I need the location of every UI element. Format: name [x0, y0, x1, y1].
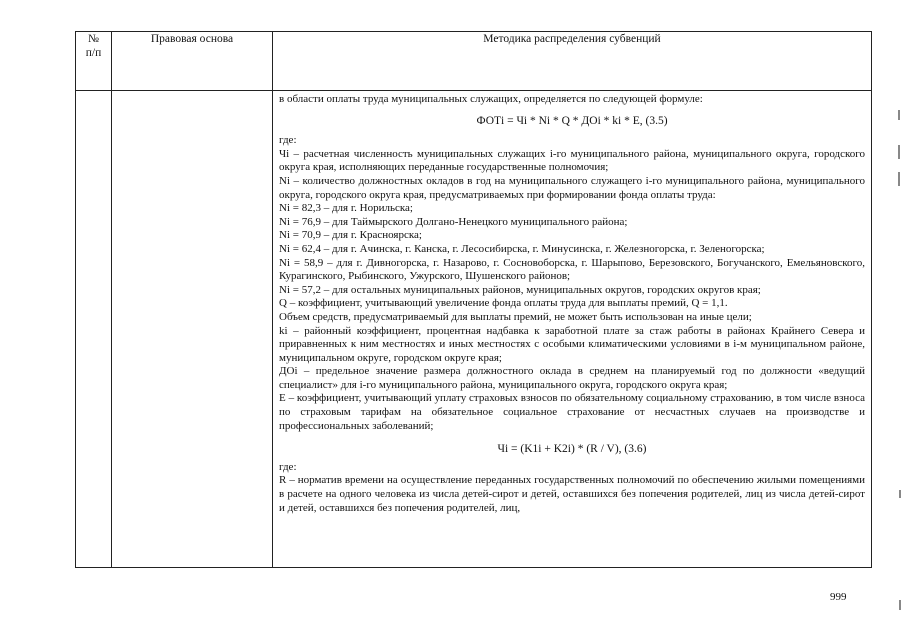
header-number: № п/п — [76, 32, 112, 91]
header-methodology: Методика распределения субвенций — [273, 32, 872, 91]
scan-mark — [899, 600, 901, 610]
subsidy-table — [75, 31, 872, 568]
text-line: Ni = 58,9 – для г. Дивногорска, г. Назарово, г. Сосновоборска, г. Шарыпово, Березовского, Богучанского, Емельяновского, Курагинского, Рыбинского, Ужурского, Шушенского районов; — [279, 256, 865, 283]
text-line: Ni = 62,4 – для г. Ачинска, г. Канска, г. Лесосибирска, г. Минусинска, г. Железногорска, г. Зеленогорска; — [279, 242, 765, 255]
text-line: где: — [279, 134, 297, 147]
cell-methodology — [273, 91, 872, 568]
text-line: R – норматив времени на осуществление переданных государственных полномочий по обеспечению жилыми помещениями в расчете на одного человека из числа детей-сирот и детей, оставшихся без попечения родителей, лиц из числа детей-сирот и детей, оставшихся без попечения родителей, лиц, — [279, 474, 865, 514]
header-legal-basis: Правовая основа — [112, 32, 273, 91]
cell-number — [76, 91, 112, 568]
text-line: Q – коэффициент, учитывающий увеличение фонда оплаты труда для выплаты премий, Q = 1,1. — [279, 297, 728, 310]
text-line: ДОi – предельное значение размера должностного оклада в среднем на планируемый год по должности «ведущий специалист» для i-го муниципального района, муниципального округа, городского округа края; — [279, 365, 865, 391]
text-line: Ni – количество должностных окладов в год на муниципального служащего i-го муниципального района, муниципального округа, городского округа края, предусматриваемых при формировании фонда оплаты труда: — [279, 174, 865, 201]
cell-legal-basis — [112, 91, 273, 568]
text-line: где: — [279, 460, 297, 473]
formula-3-6: Чi = (K1i + K2i) * (R / V), (3.6) — [497, 443, 647, 456]
text-line: в области оплаты труда муниципальных служащих, определяется по следующей формуле: — [279, 93, 703, 105]
text-line: Ni = 82,3 – для г. Норильска; — [279, 202, 413, 215]
text-line: Объем средств, предусматриваемый для выплаты премий, не может быть использован на иные цели; — [279, 310, 752, 323]
text-line: ki – районный коэффициент, процентная надбавка к заработной плате за стаж работы в районах Крайнего Севера и приравненных к ним местностях и иных местностях с особыми климатическими условиями в i-м муниципальном районе, муниципальном округе, городском округе края; — [279, 324, 865, 364]
scan-mark — [898, 145, 900, 159]
scan-mark — [899, 490, 901, 498]
text-line: Чi – расчетная численность муниципальных служащих i-го муниципального района, муниципального округа, городского округа края, исполняющих переданные государственные полномочия; — [279, 147, 865, 174]
text-line: Е – коэффициент, учитывающий уплату страховых взносов по обязательному социальному страхованию, в том числе взноса по страховым тарифам на обязательное социальное страхование от несчастных случаев на производстве и профессиональных заболеваний; — [279, 392, 865, 432]
scan-mark — [898, 110, 900, 120]
text-line: Ni = 70,9 – для г. Красноярска; — [279, 229, 422, 242]
text-line: Ni = 57,2 – для остальных муниципальных районов, муниципальных округов, городских округов края; — [279, 283, 761, 296]
page-number: 999 — [830, 591, 847, 603]
scan-mark — [898, 172, 900, 186]
methodology-text — [273, 91, 871, 515]
text-line: Ni = 76,9 – для Таймырского Долгано-Ненецкого муниципального района; — [279, 215, 628, 228]
table-body-row — [76, 91, 872, 568]
table-header-row — [76, 32, 872, 91]
formula-3-5: ФОТi = Чi * Ni * Q * ДОi * ki * E, (3.5) — [476, 114, 668, 127]
